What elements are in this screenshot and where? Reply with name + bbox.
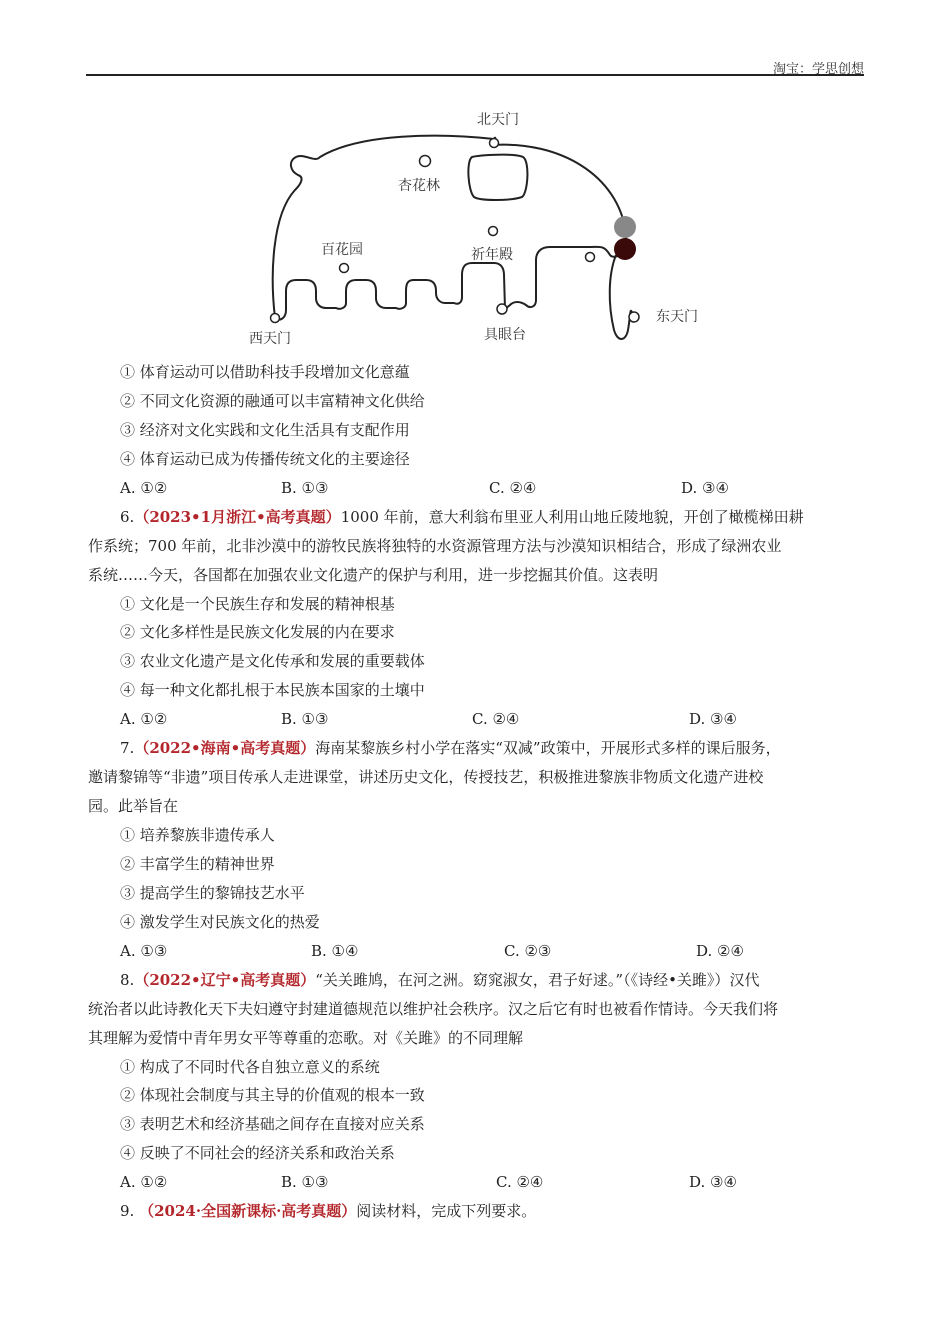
q7-statement-2: ② 丰富学生的精神世界: [120, 855, 275, 873]
q6-statement-2: ② 文化多样性是民族文化发展的内在要求: [120, 623, 395, 641]
q6-statement-3: ③ 农业文化遗产是文化传承和发展的重要载体: [120, 652, 425, 670]
elephant-route-map: [240, 105, 720, 360]
label-juyan-platform: 具眼台: [484, 327, 526, 343]
route-outline: [273, 136, 626, 320]
q6-stem-2: 作系统；700 年前，北非沙漠中的游牧民族将独特的水资源管理方法与沙漠知识相结合，形成了绿洲农业: [88, 537, 782, 555]
q6-option-b: B. ①③: [281, 710, 329, 728]
q5-statement-4: ④ 体育运动已成为传播传统文化的主要途径: [120, 450, 410, 468]
label-east-gate: 东天门: [656, 309, 698, 325]
trunk-route: [610, 255, 632, 339]
label-prayer-hall: 祈年殿: [471, 247, 513, 263]
q8-statement-1: ① 构成了不同时代各自独立意义的系统: [120, 1058, 380, 1076]
q7-option-d: D. ②④: [696, 942, 744, 960]
q6-stem-first-line: [120, 507, 804, 527]
q6-stem-3: 系统……今天，各国都在加强农业文化遗产的保护与利用，进一步挖掘其价值。这表明: [88, 566, 659, 584]
apricot-forest-point: [420, 156, 431, 167]
q8-statement-4: ④ 反映了不同社会的经济关系和政治关系: [120, 1144, 395, 1162]
juyan-platform-point: [497, 304, 507, 314]
prayer-hall-point: [489, 227, 498, 236]
q8-option-c: C. ②④: [496, 1173, 544, 1191]
q5-statement-1: ① 体育运动可以借助科技手段增加文化意蕴: [120, 363, 410, 381]
q8-option-d: D. ③④: [689, 1173, 737, 1191]
trunk-point: [586, 253, 595, 262]
west-gate-point: [271, 314, 280, 323]
q8-stem-1: “关关雎鸠，在河之洲。窈窕淑女，君子好逑。”（《诗经•关雎》）汉代: [315, 971, 760, 989]
q7-statement-3: ③ 提高学生的黎锦技艺水平: [120, 884, 305, 902]
q8-stem-first-line: [120, 970, 759, 990]
q8-statement-2: ② 体现社会制度与其主导的价值观的根本一致: [120, 1086, 425, 1104]
q8-source-tag: （2022•辽宁•高考真题）: [134, 971, 316, 989]
hundred-flowers-point: [340, 264, 349, 273]
q8-option-a: A. ①②: [120, 1173, 168, 1191]
q5-statement-3: ③ 经济对文化实践和文化生活具有支配作用: [120, 421, 410, 439]
q6-stem-1: 1000 年前，意大利翁布里亚人利用山地丘陵地貌，开创了橄榄梯田耕: [340, 508, 804, 526]
q9-stem-line: [120, 1201, 536, 1221]
header-text: 淘宝：学思创想: [772, 62, 864, 77]
q6-option-a: A. ①②: [120, 710, 168, 728]
q6-number: 6.: [120, 508, 135, 526]
q7-number: 7.: [120, 739, 135, 757]
q5-statement-2: ② 不同文化资源的融通可以丰富精神文化供给: [120, 392, 425, 410]
header-rule: [86, 74, 864, 76]
label-west-gate: 西天门: [249, 331, 291, 347]
q7-source-tag: （2022•海南•高考真题）: [134, 739, 316, 757]
q5-option-a: A. ①②: [120, 479, 168, 497]
q6-source-tag: （2023•1月浙江•高考真题）: [134, 508, 341, 526]
q7-option-b: B. ①④: [311, 942, 359, 960]
q6-option-d: D. ③④: [689, 710, 737, 728]
north-gate-point: [490, 139, 499, 148]
q7-statement-4: ④ 激发学生对民族文化的热爱: [120, 913, 320, 931]
q8-number: 8.: [120, 971, 135, 989]
q9-stem: 阅读材料，完成下列要求。: [356, 1202, 537, 1220]
q8-option-b: B. ①③: [281, 1173, 329, 1191]
label-apricot-forest: 杏花林: [398, 178, 440, 194]
q7-stem-first-line: [120, 738, 781, 758]
label-hundred-flowers: 百花园: [321, 242, 363, 258]
q5-option-c: C. ②④: [489, 479, 537, 497]
label-north-gate: 北天门: [477, 112, 519, 128]
q7-statement-1: ① 培养黎族非遗传承人: [120, 826, 275, 844]
q9-number: 9.: [120, 1202, 135, 1220]
q8-stem-3: 其理解为爱情中青年男女平等尊重的恋歌。对《关雎》的不同理解: [88, 1029, 524, 1047]
q6-option-c: C. ②④: [472, 710, 520, 728]
q7-option-c: C. ②③: [504, 942, 552, 960]
gray-marker: [614, 216, 636, 238]
q8-stem-2: 统治者以此诗教化天下夫妇遵守封建道德规范以维护社会秩序。汉之后它有时也被看作情诗。今天我们将: [88, 1000, 779, 1018]
q7-stem-3: 园。此举旨在: [88, 797, 179, 815]
q7-stem-1: 海南某黎族乡村小学在落实“双减”政策中，开展形式多样的课后服务，: [315, 739, 781, 757]
dark-marker: [614, 238, 636, 260]
q8-statement-3: ③ 表明艺术和经济基础之间存在直接对应关系: [120, 1115, 425, 1133]
q7-option-a: A. ①③: [120, 942, 168, 960]
q9-source-tag: （2024·全国新课标·高考真题）: [139, 1202, 357, 1220]
q6-statement-4: ④ 每一种文化都扎根于本民族本国家的土壤中: [120, 681, 425, 699]
inner-enclosure: [468, 155, 527, 200]
q6-statement-1: ① 文化是一个民族生存和发展的精神根基: [120, 595, 395, 613]
east-gate-point: [629, 312, 639, 322]
q5-option-b: B. ①③: [281, 479, 329, 497]
q5-option-d: D. ③④: [681, 479, 729, 497]
q7-stem-2: 邀请黎锦等“非遗”项目传承人走进课堂，讲述历史文化，传授技艺，积极推进黎族非物质文化遗产进校: [88, 768, 764, 786]
